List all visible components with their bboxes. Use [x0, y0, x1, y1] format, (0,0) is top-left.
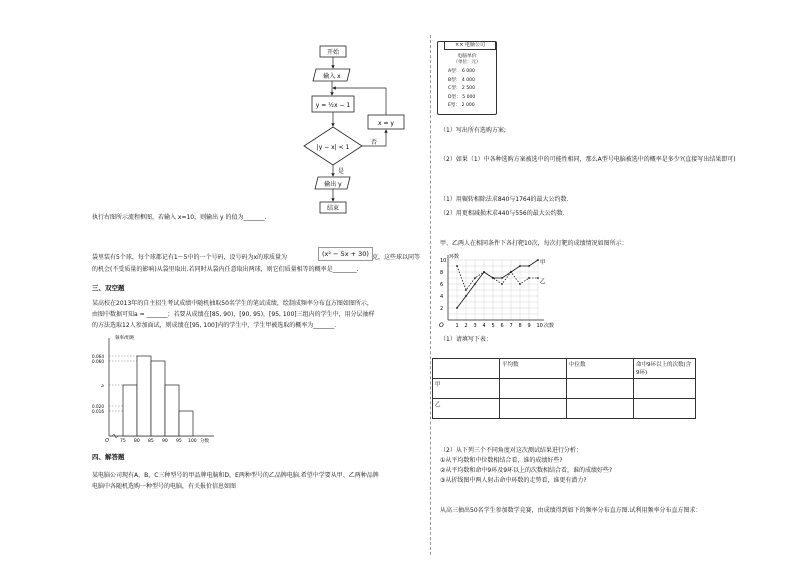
table-cell[interactable]: [634, 399, 696, 419]
question-school-line3: 的方法选取12人参加面试，则成绩在[95, 100]内的学生中，学生甲被选取的概率为_______.: [92, 322, 337, 329]
table-cell[interactable]: [500, 379, 567, 399]
analyze-item-3: ③从折线图中两人射击命中环数的走势看，谁更有潜力?: [440, 477, 587, 484]
shoot-point: [492, 277, 494, 279]
hist-xtick: 100: [188, 439, 197, 444]
flow-condition-label: |y − x| < 1: [316, 144, 350, 151]
price-sign-company: ×× 电脑公司: [444, 41, 496, 50]
table-row-label: 甲: [433, 379, 500, 399]
shoot-ytick: 8: [440, 270, 444, 276]
hist-bar-80-85: [137, 356, 151, 436]
shooting-line-chart: [436, 250, 576, 330]
shoot-xtick: 3: [473, 323, 477, 329]
price-row: C型： 2 500: [448, 86, 476, 91]
shoot-point: [474, 283, 476, 285]
shoot-point: [456, 307, 458, 309]
table-header-cell: 命中9环以上的次数(含9环): [634, 359, 696, 379]
table-header-cell: 中位数: [567, 359, 634, 379]
flow-output-label: 输出 y: [324, 181, 342, 188]
hist-ytick: 0.064: [92, 354, 104, 359]
shoot-point: [537, 259, 539, 261]
flow-no-label: 否: [371, 139, 378, 146]
shoot-xtick: 1: [455, 323, 459, 329]
shoot-point: [519, 283, 521, 285]
hist-ytick: 0.016: [92, 409, 104, 414]
flow-assign-x-label: x = y: [378, 120, 394, 127]
section-heading-solve: 四、解答题: [92, 453, 125, 461]
last-question: 从高三抽出50名学生参加数学竞赛，由成绩得到如下的频率分布直方图.试利用频率分布直方图求：: [440, 507, 702, 514]
flow-start-label: 开始: [326, 49, 340, 56]
flow-yes-label: 是: [338, 168, 345, 175]
pc-part1: （1）写出所有选购方案;: [440, 127, 506, 134]
question-school-line1: 某高校在2013年的自主招生考试成绩中随机抽取50名学生的笔试成绩，绘制成频率分布直方图如图所示，: [92, 300, 373, 307]
shoot-point: [519, 265, 521, 267]
hist-origin: O: [105, 438, 109, 444]
price-row: E型： 2 000: [448, 103, 475, 108]
price-row: A型： 6 000: [448, 69, 475, 74]
score-table: [432, 358, 696, 419]
hist-xtick: 95: [176, 439, 182, 444]
shoot-point: [501, 277, 503, 279]
hist-xtick: 85: [148, 439, 154, 444]
shoot-xtick: 4: [482, 323, 486, 329]
price-sign: [437, 41, 497, 115]
shoot-point: [474, 277, 476, 279]
table-cell[interactable]: [567, 399, 634, 419]
hist-ytick: a: [101, 384, 104, 389]
flow-assign-y-label: y = ½x − 1: [315, 102, 351, 109]
question-bag-part-c: 的机会(不受质量的影响)从袋里取出.若同时从袋内任意取出两球，则它们质量相等的概率是________.: [92, 266, 359, 273]
hist-bar-90-95: [165, 385, 179, 436]
price-row: D型： 5 000: [448, 94, 476, 100]
shoot-point: [528, 277, 530, 279]
bag-formula: (x² − 5x + 30): [318, 247, 373, 261]
analyze-item-2: ②从平均数和命中9环及9环以上的次数相结合看，谁的成绩好些?: [440, 467, 613, 474]
flowchart: [298, 40, 408, 220]
section-heading-fill-two: 三、双空题: [92, 284, 125, 292]
price-row: B型： 4 000: [448, 77, 475, 83]
shoot-ytick: 6: [440, 282, 444, 288]
gcd-part2: （2）用更相减损术求440与556的最大公约数.: [440, 210, 565, 217]
pc-part2: （2）如果（1）中各种选购方案被选中的可能性相同，那么A型号电脑被选中的概率是多少?(直接写出结果即可): [440, 156, 736, 163]
price-sign-title: 电脑单价: [457, 54, 477, 59]
hist-xtick: 75: [120, 439, 126, 444]
table-row-label: 乙: [433, 399, 500, 419]
shoot-xtick: 9: [527, 323, 531, 329]
shoot-xtick: 7: [509, 323, 513, 329]
question-school-line2: 由图中数据可知a = _______；若要从成绩在[85, 90)，[90, 95)，[95, 100]三组内的学生中，用分层抽样: [92, 311, 375, 318]
shoot-legend-yi: 乙: [540, 279, 546, 285]
table-header-cell: 平均数: [500, 359, 567, 379]
flow-input-label: 输入 x: [323, 73, 341, 80]
hist-xtick: 90: [162, 439, 168, 444]
frequency-histogram: [90, 332, 220, 444]
shoot-point: [501, 283, 503, 285]
question-flowchart: 执行右图所示流程框图，若输入 x=10，则输出 y 的值为_______.: [92, 214, 267, 221]
shoot-origin: O: [439, 322, 444, 329]
shoot-xlabel: 次数: [544, 323, 555, 329]
hist-ytick: 0.020: [92, 404, 104, 409]
shoot-xtick: 6: [500, 323, 504, 329]
table-cell[interactable]: [500, 399, 567, 419]
column-divider: [430, 35, 431, 555]
shoot-point: [465, 295, 467, 297]
shoot-question: 甲、乙两人在相同条件下各打靶10次，每次打靶的成绩情况如图所示：: [440, 240, 628, 247]
shoot-xtick: 8: [518, 323, 522, 329]
shoot-legend-jia: 甲: [540, 260, 546, 266]
shoot-ytick: 4: [440, 294, 444, 300]
shoot-ylabel: 环数: [449, 254, 460, 260]
shoot-point: [537, 277, 539, 279]
hist-bar-95-100: [179, 411, 193, 436]
hist-xlabel: 分数: [200, 439, 209, 444]
price-list: [448, 68, 475, 111]
shoot-xtick: 2: [464, 323, 468, 329]
hist-bar-75-80: [123, 385, 137, 436]
shoot-ytick: 10: [440, 258, 447, 264]
hist-xtick: 80: [134, 439, 140, 444]
shoot-point: [528, 265, 530, 267]
hist-bar-85-90: [151, 361, 165, 436]
question-pc-line2: 电脑中各随机选购一种型号的电脑，有关报价信息如图: [92, 483, 237, 490]
analyze-prompt: （2）从下列三个不同角度对这次测试结果进行分析：: [440, 447, 582, 454]
gcd-part1: （1）用辗转相除法求840与1764的最大公约数.: [440, 196, 569, 203]
table-header-cell: [433, 359, 500, 379]
shoot-point: [483, 271, 485, 273]
question-pc-line1: 某电脑公司现有A，B，C三种型号的甲品牌电脑和D，E两种型号的乙品牌电脑.希望中学要从甲、乙两种品牌: [92, 472, 379, 479]
score-table-header: [433, 359, 696, 379]
analyze-item-1: ①从平均数和中位数相结合看，谁的成绩好些?: [440, 457, 563, 464]
hist-ylabel: 频率/组距: [115, 336, 135, 341]
price-sign-unit: （单位：元）: [453, 60, 481, 65]
shoot-ytick: 2: [440, 306, 444, 312]
flow-end-label: 结束: [326, 205, 340, 212]
table-row: [433, 379, 696, 399]
fill-table-prompt: （1）请填写下表：: [440, 336, 492, 343]
question-bag-part-a: 袋里装有5个球，每个球都记有1～5中的一个号码，设号码为x的球质量为: [92, 254, 288, 261]
shoot-xtick: 10: [536, 323, 543, 329]
shoot-xtick: 5: [491, 323, 495, 329]
table-cell[interactable]: [634, 379, 696, 399]
shoot-point: [510, 271, 512, 273]
question-bag-part-b: 克，这些球以同等: [372, 254, 421, 261]
shoot-point: [456, 265, 458, 267]
table-cell[interactable]: [567, 379, 634, 399]
hist-ytick: 0.060: [92, 359, 104, 364]
shoot-point: [465, 289, 467, 291]
table-row: [433, 399, 696, 419]
